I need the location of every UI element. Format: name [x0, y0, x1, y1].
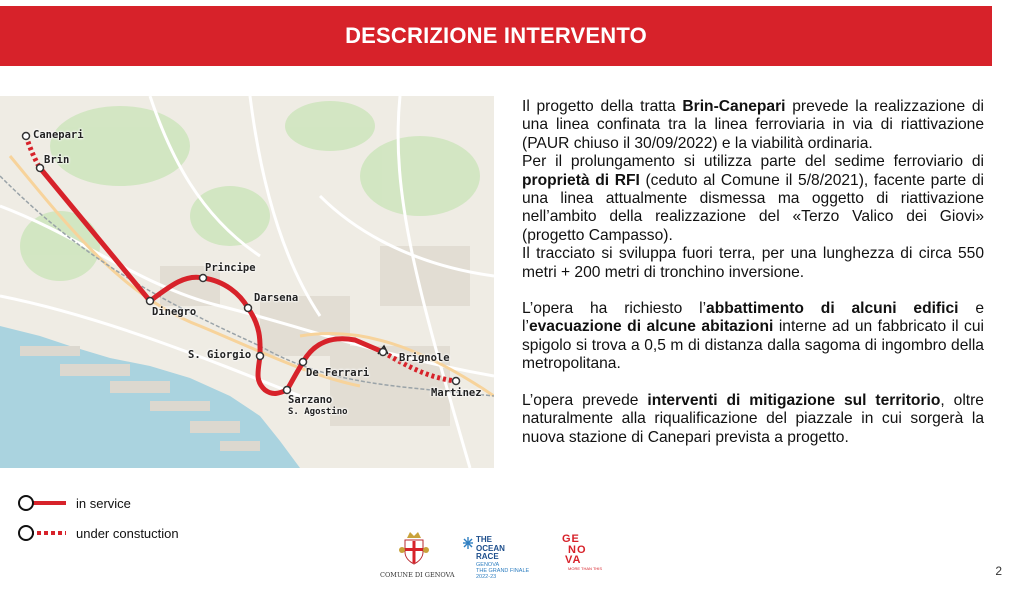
paragraph-2	[522, 153, 984, 245]
legend-under-construction	[16, 518, 179, 548]
station-martinez-dot	[453, 378, 460, 385]
station-principe-dot	[200, 275, 207, 282]
ocean-race-star-icon	[462, 536, 474, 550]
legend	[16, 488, 179, 548]
legend-in-service	[16, 488, 179, 518]
station-sgiorgio-dot	[257, 353, 264, 360]
p1-bold-tratta: Brin-Canepari	[682, 98, 786, 115]
station-deferrari-dot	[300, 359, 307, 366]
p2-text-a: Per il prolungamento si utilizza parte del sedime ferroviario di	[522, 153, 984, 171]
station-label-brin: Brin	[44, 154, 70, 166]
genova-l1: GE	[562, 533, 580, 545]
ocean-race-line1: THE	[476, 535, 492, 544]
station-canepari-dot	[23, 133, 30, 140]
genova-l3: VA	[565, 554, 582, 566]
station-darsena-dot	[245, 305, 252, 312]
station-brin-dot	[37, 165, 44, 172]
description-text	[522, 98, 984, 447]
paragraph-3: Il tracciato si sviluppa fuori terra, per una lunghezza di circa 550 metri + 200 metri di tronchino inversione.	[522, 245, 984, 281]
paragraph-1	[522, 98, 984, 153]
p5-text-b: , oltre naturalmente alla riqualificazione del piazzale in cui sorgerà la nuova stazione di Canepari prevista a progetto.	[522, 391, 984, 446]
station-label-sagostino: S. Agostino	[288, 407, 348, 417]
genova-brand-logo	[562, 534, 612, 571]
comune-genova-logo	[380, 530, 455, 579]
ocean-race-sub2: THE GRAND FINALE	[476, 567, 530, 574]
comune-genova-label: COMUNE DI GENOVA	[380, 571, 455, 579]
station-label-brignole: Brignole	[399, 352, 450, 364]
p5-bold-mitigazione: interventi di mitigazione sul territorio	[647, 391, 941, 409]
station-dinegro-dot	[147, 298, 154, 305]
station-label-darsena: Darsena	[254, 292, 299, 304]
map-background	[0, 96, 494, 468]
slide-title: DESCRIZIONE INTERVENTO	[345, 23, 647, 48]
station-label-sgiorgio: S. Giorgio	[188, 349, 252, 361]
p2-text-b: (ceduto al Comune il 5/8/2021), facente parte di una linea attualmente dismessa ma oggetto di riattivazione nell’ambito della realizzazione del «Terzo Valico dei Giovi» (progetto Campasso).	[522, 171, 984, 244]
paragraph-4	[522, 300, 984, 374]
ocean-race-line3: RACE	[476, 552, 499, 561]
p1-text-b: prevede la realizzazione di una linea confinata tra la linea ferroviaria in via di riattivazione (PAUR chiuso il 30/09/2022) e la viabilità ordinaria.	[522, 98, 984, 152]
station-label-canepari: Canepari	[33, 129, 84, 141]
legend-under-construction-icon	[16, 523, 68, 543]
p4-text-c: interne ad un fabbricato il cui spigolo si trova a 0,5 m di distanza dalla sagoma di ingombro della metropolitana.	[522, 318, 984, 373]
p4-bold-abbattimento: abbattimento di alcuni edifici	[706, 300, 959, 318]
ocean-race-logo	[462, 536, 542, 580]
genova-l2: NO	[568, 543, 587, 556]
p4-bold-evacuazione: evacuazione di alcune abitazioni	[528, 318, 774, 336]
ocean-race-line2: OCEAN	[476, 543, 505, 553]
station-label-dinegro: Dinegro	[152, 306, 197, 318]
legend-under-construction-label: under constuction	[76, 525, 179, 541]
p4-text-b: e l’	[522, 300, 984, 336]
station-label-martinez: Martinez	[431, 387, 482, 399]
p4-text-a: L’opera ha richiesto l’	[522, 300, 707, 318]
legend-in-service-label: in service	[76, 495, 131, 511]
p5-text-a: L’opera prevede	[522, 391, 648, 409]
station-sarzano-dot	[284, 387, 291, 394]
station-label-deferrari: De Ferrari	[306, 367, 370, 379]
station-label-principe: Principe	[205, 262, 256, 274]
legend-in-service-icon	[16, 493, 68, 513]
genova-tagline: MORE THAN THIS	[568, 565, 603, 571]
title-bar	[0, 6, 992, 66]
station-brignole-dot	[380, 349, 387, 356]
p1-text-a: Il progetto della tratta	[522, 98, 683, 115]
footer-logos	[380, 530, 620, 582]
paragraph-5	[522, 392, 984, 447]
ocean-race-sub1: GENOVA	[476, 561, 500, 568]
ocean-race-sub3: 2022-23	[476, 573, 497, 580]
metro-map	[0, 96, 494, 468]
p2-bold-rfi: proprietà di RFI	[522, 171, 640, 189]
comune-crest-icon	[399, 530, 429, 566]
station-label-sarzano: Sarzano	[288, 394, 333, 406]
page-number: 2	[995, 564, 1002, 578]
